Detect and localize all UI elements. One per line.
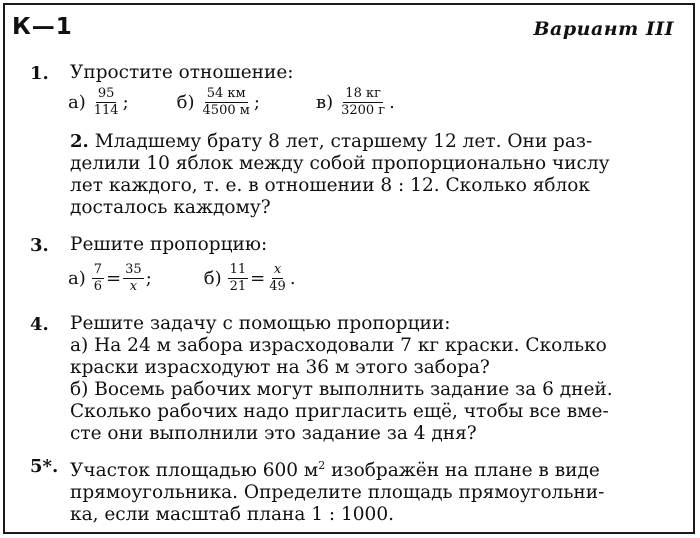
task1-a-fraction [92, 87, 121, 118]
fraction-numerator: 95 [97, 85, 115, 101]
fraction-numerator: 54 км [206, 85, 246, 101]
task1-a-sep: ; [122, 91, 129, 113]
fraction-denominator: 3200 г [341, 102, 386, 118]
task5-line: прямоугольника. Определите площадь прямоугольни- [70, 482, 605, 504]
task4-line: Сколько рабочих надо пригласить ещё, чтобы все вме- [70, 401, 609, 422]
test-code: К—1 [12, 14, 73, 40]
task1-items [68, 84, 395, 120]
task3-b-sep: . [289, 267, 296, 289]
equals-sign: = [106, 267, 122, 289]
task3-a-label: а) [68, 267, 86, 289]
task1-c-sep: . [389, 91, 395, 113]
task5-line: Участок площадью 600 м [70, 460, 319, 482]
task5-line: ка, если масштаб плана 1 : 1000. [70, 504, 394, 526]
task5-block [70, 455, 604, 526]
task2-line: Младшему брату 8 лет, старшему 12 лет. Они раз- [94, 131, 593, 152]
fraction-denominator: 6 [93, 278, 103, 294]
equals-sign: = [250, 267, 266, 289]
fraction-numerator: 11 [229, 261, 247, 277]
fraction-denominator: 49 [269, 278, 286, 294]
task3-a-right-fraction [123, 263, 144, 294]
task4-block [70, 313, 613, 445]
task3-b-left-fraction [228, 263, 249, 294]
task4-line: краски израсходуют на 36 м этого забора? [70, 357, 490, 378]
task4-number: 4. [30, 314, 49, 335]
task3-b-label: б) [203, 267, 222, 289]
task1-b-label: б) [176, 91, 195, 113]
task5-number: 5*. [30, 456, 59, 477]
fraction-numerator: 18 кг [345, 85, 381, 101]
fraction-numerator: 7 [93, 261, 103, 277]
fraction-denominator: 21 [229, 278, 247, 294]
task3-number: 3. [30, 235, 49, 256]
task3-a-left-fraction [92, 263, 104, 294]
fraction-denominator: x [129, 278, 138, 294]
task2-line: лет каждого, т. е. в отношении 8 : 12. Сколько яблок [70, 175, 590, 196]
fraction-numerator: x [273, 261, 282, 277]
task3-title: Решите пропорцию: [70, 234, 268, 255]
task1-number: 1. [30, 63, 49, 84]
task4-line: Решите задачу с помощью пропорции: [70, 313, 451, 334]
superscript-two: 2 [318, 459, 326, 472]
task2-line: делили 10 яблок между собой пропорционально числу [70, 153, 610, 174]
task1-c-label: в) [315, 91, 334, 113]
task3-items [68, 260, 296, 296]
task1-b-sep: ; [253, 91, 260, 113]
task2-block [70, 131, 610, 219]
task4-line: сте они выполнили это задание за 4 дня? [70, 423, 477, 444]
task4-line: б) Восемь рабочих могут выполнить задание за 6 дней. [70, 379, 613, 400]
task1-a-label: а) [68, 91, 86, 113]
task2-number: 2. [70, 131, 89, 152]
task1-c-fraction [339, 87, 387, 118]
fraction-numerator: 35 [125, 261, 142, 277]
fraction-denominator: 4500 м [202, 102, 250, 118]
variant-title: Вариант III [533, 18, 674, 40]
task3-a-sep: ; [145, 267, 152, 289]
task1-title: Упростите отношение: [70, 62, 294, 83]
task1-b-fraction [201, 87, 252, 118]
task5-line: изображён на плане в виде [325, 460, 600, 482]
task3-b-right-fraction [267, 263, 288, 294]
task2-line: досталось каждому? [70, 197, 271, 218]
task4-line: а) На 24 м забора израсходовали 7 кг краски. Сколько [70, 335, 607, 356]
fraction-denominator: 114 [93, 102, 119, 118]
